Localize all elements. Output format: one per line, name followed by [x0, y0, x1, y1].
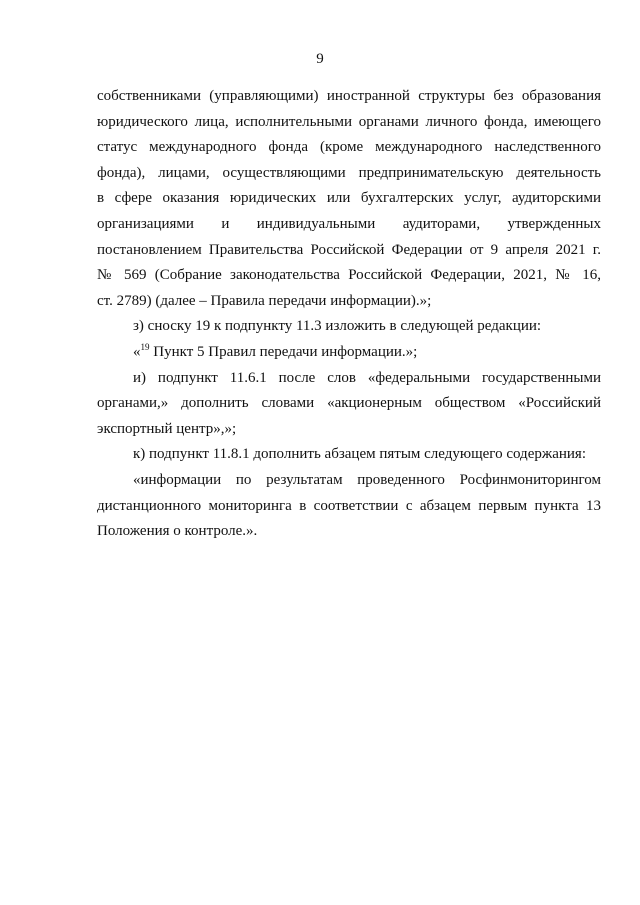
paragraph-item-z: з) сноску 19 к подпункту 11.3 изложить в следующей редакции: — [133, 318, 542, 335]
page-number: 9 — [316, 51, 324, 67]
text-line: ст. 2789) (далее – Правила передачи информации).»; — [97, 292, 432, 309]
text-line: собственниками (управляющими) иностранной структуры без образования — [97, 88, 601, 104]
text-line: Положения о контроле.». — [97, 523, 258, 540]
footnote-text: Пункт 5 Правил передачи информации.»; — [149, 343, 418, 360]
text-line: фонда), лицами, осуществляющими предпринимательскую деятельность — [97, 164, 601, 181]
text-line: организациями и индивидуальными аудиторами, утвержденных — [97, 215, 601, 232]
text-line: экспортный центр»,»; — [97, 420, 237, 437]
footnote-marker: 19 — [140, 341, 150, 352]
open-quote: « — [133, 343, 141, 360]
paragraph-item-k: к) подпункт 11.8.1 дополнить абзацем пятым следующего содержания: — [133, 446, 586, 463]
text-line: № 569 (Собрание законодательства Российской Федерации, 2021, № 16, — [97, 267, 601, 284]
paragraph-item-i — [97, 366, 601, 443]
text-line: в сфере оказания юридических или бухгалтерских услуг, аудиторскими — [97, 190, 601, 207]
text-line: органами,» дополнить словами «акционерным обществом «Российский — [97, 395, 601, 412]
text-line: постановлением Правительства Российской Федерации от 9 апреля 2021 г. — [97, 241, 601, 258]
text-line: и) подпункт 11.6.1 после слов «федеральными государственными — [133, 369, 601, 386]
paragraph-quote — [97, 468, 601, 545]
text-line: статус международного фонда (кроме международного наследственного — [97, 139, 601, 156]
text-line: «информации по результатам проведенного Росфинмониторингом — [133, 471, 601, 488]
text-line: юридического лица, исполнительными органами личного фонда, имеющего — [97, 113, 601, 130]
paragraph-continuation — [97, 84, 601, 314]
paragraph-footnote-19 — [97, 340, 601, 366]
document-body — [97, 84, 601, 545]
text-line: дистанционного мониторинга в соответствии с абзацем первым пункта 13 — [97, 497, 601, 514]
